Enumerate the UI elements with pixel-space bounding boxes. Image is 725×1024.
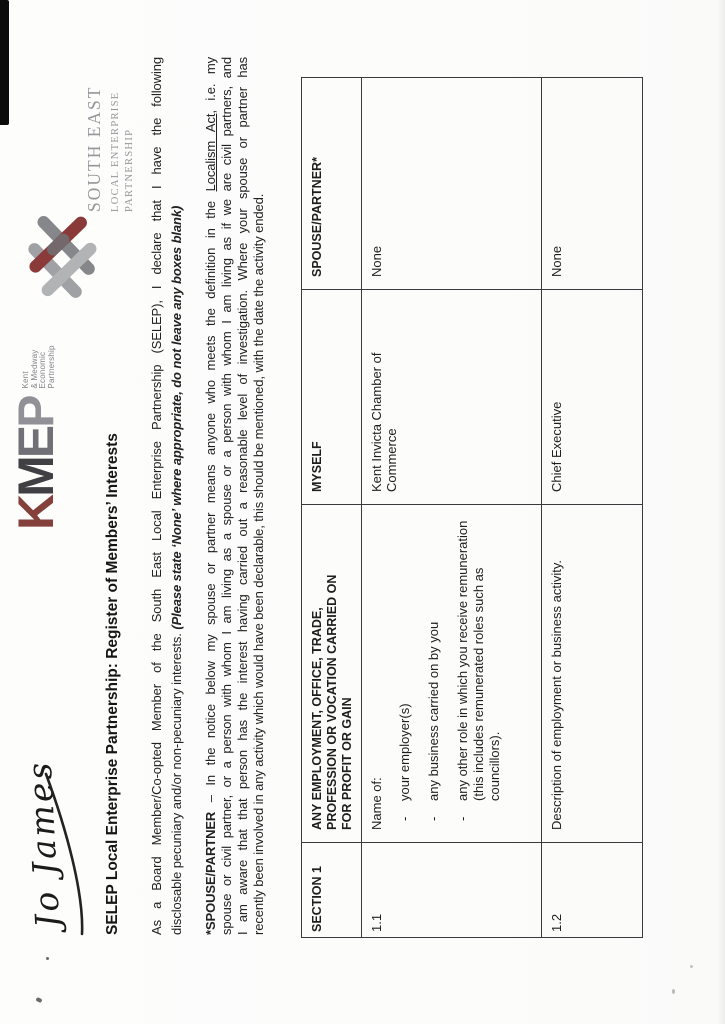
category-header-line: PROFESSION OR VOCATION CARRIED ON [325, 574, 339, 830]
selep-hash-icon [16, 208, 110, 302]
form-title: SELEP Local Enterprise Partnership: Register of Members’ Interests [104, 433, 121, 935]
table-row-1-1 [362, 78, 542, 938]
table-header-row [302, 78, 362, 938]
bullet-dash: - [397, 816, 412, 821]
spouse-partner-note [203, 57, 267, 935]
column-header-category [302, 505, 362, 843]
bullet-text: any other role in which you receive remuneration (this includes remunerated roles such as councillors). [455, 520, 502, 801]
intro-paragraph [147, 57, 186, 935]
signature-underline-stroke [36, 768, 88, 938]
question-cell [362, 505, 542, 843]
declaration-label: *SPOUSE/PARTNER [203, 811, 218, 935]
bullet-item [455, 517, 503, 830]
signature-name: Jo James [19, 758, 68, 929]
declaration-line-2: spouse or civil partner, or a person with whom I am living as a spouse or a person with whom I am living as if we are civil partners, and [219, 57, 234, 935]
localism-act-reference: Localism Act [203, 113, 218, 192]
selep-wordmark-line1: SOUTH EAST [84, 85, 104, 212]
declaration-line-1 [203, 57, 219, 935]
kmep-tagline-line: Kent [21, 371, 30, 389]
scan-edge-artifact [0, 0, 9, 125]
kmep-tagline-line: Partnership [46, 345, 56, 389]
bullet-item [426, 517, 442, 830]
kmep-letter-p: P [8, 397, 64, 428]
intro-line-1 [147, 57, 167, 935]
column-header-spouse: SPOUSE/PARTNER* [302, 78, 362, 290]
spouse-answer-cell: None [362, 78, 542, 290]
kmep-letter-k: K [8, 496, 64, 530]
intro-line-2 [167, 57, 187, 935]
selep-wordmark-line2: LOCAL ENTERPRISE [110, 91, 121, 212]
intro-note: (Please state ‘None’ where appropriate, do not leave any boxes blank) [168, 205, 184, 630]
table-row-1-2 [542, 78, 643, 938]
category-header-line: ANY EMPLOYMENT, OFFICE, TRADE, [310, 607, 324, 830]
bullet-dash: - [455, 816, 470, 821]
kmep-letter-e: E [8, 427, 64, 459]
kmep-letter-m: M [8, 458, 64, 497]
row-id-cell: 1.1 [362, 843, 542, 938]
myself-answer-cell: Chief Executive [542, 290, 643, 505]
declaration-text-a: – In the notice below my spouse or partner means anyone who meets the definition in the [203, 191, 218, 812]
spouse-answer-cell: None [542, 78, 643, 290]
question-cell [542, 505, 643, 843]
bullet-text: any business carried on by you [426, 621, 441, 801]
kmep-letters [8, 397, 64, 530]
intro-text-1: As a Board Member/Co-opted Member of the South East Local Enterprise Partnership (SELEP), I declare that I have the following [149, 57, 164, 935]
selep-wordmark [84, 86, 136, 212]
bullet-dash: - [426, 816, 441, 821]
scan-speck [46, 957, 49, 960]
scan-speck [35, 997, 42, 1003]
row-id-cell: 1.2 [542, 843, 643, 938]
question-intro: Name of: [369, 777, 384, 830]
kmep-tagline-line: Economic [38, 351, 47, 389]
column-header-section: SECTION 1 [302, 843, 362, 938]
selep-wordmark-line3: PARTNERSHIP [123, 128, 135, 212]
kmep-tagline [22, 345, 56, 388]
scan-speck [672, 989, 675, 994]
column-header-myself: MYSELF [302, 290, 362, 505]
myself-answer-cell: Kent Invicta Chamber of Commerce [362, 290, 542, 505]
declaration-line-4: recently been involved in any activity which would have been declarable, this should be mentioned, with the date the activity ended. [251, 193, 266, 935]
category-header-line: FOR PROFIT OR GAIN [340, 697, 354, 830]
interests-table [301, 77, 643, 938]
bullet-item [397, 517, 413, 830]
bullet-text: your employer(s) [397, 703, 412, 801]
intro-text-2: disclosable pecuniary and/or non-pecuniary interests. [168, 629, 184, 935]
question-intro: Description of employment or business activity. [549, 560, 564, 830]
declaration-text-b: , i.e. my [203, 56, 218, 114]
kmep-logo [8, 345, 64, 530]
kmep-tagline-line: & Medway [29, 349, 39, 389]
declaration-line-3: I am aware that that person has the interest having carried out a reasonable level of investigation. Where your spouse or partner has [235, 57, 250, 935]
scan-speck [690, 965, 693, 968]
scan-edge-shadow [717, 0, 725, 1024]
